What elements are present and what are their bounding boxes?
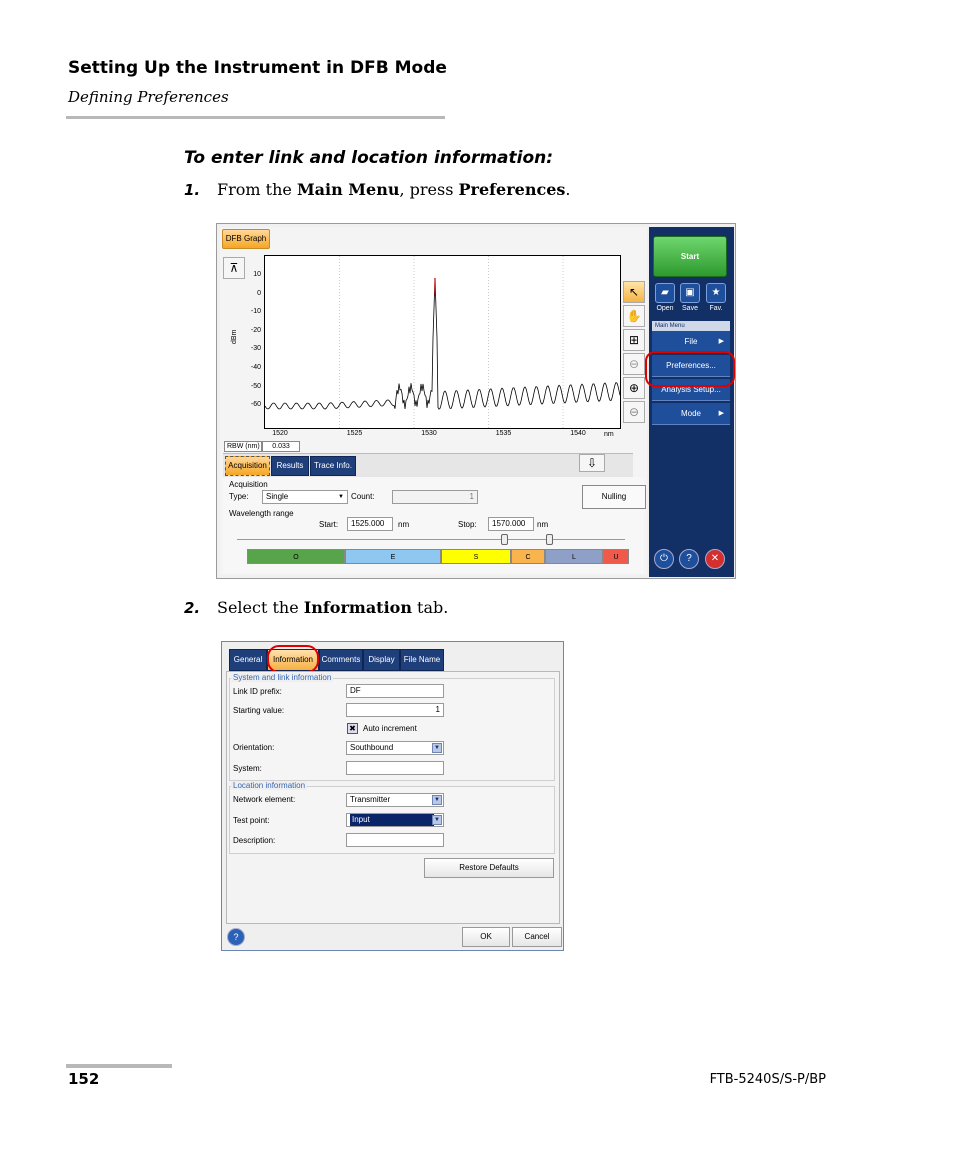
menu-item-mode[interactable] (652, 403, 730, 425)
step-1 (184, 180, 570, 199)
location-group-title: Location information (233, 781, 306, 790)
y-axis-label: dBm (231, 329, 238, 344)
info-power-icon[interactable]: ⏻ (654, 549, 674, 569)
submenu-arrow-icon: ▶ (718, 410, 724, 417)
y-tick-label: -20 (250, 326, 261, 334)
pointer-tool-icon[interactable]: ↖ (623, 281, 645, 303)
link-id-input[interactable]: DF (346, 684, 444, 698)
orientation-select[interactable] (346, 741, 444, 755)
section-title: Setting Up the Instrument in DFB Mode (68, 58, 447, 78)
band-e: E (345, 549, 441, 564)
y-tick-label: -10 (250, 308, 261, 316)
tab-dfb-graph[interactable]: DFB Graph (222, 229, 270, 249)
step-text: , press (399, 180, 459, 199)
type-select[interactable] (262, 490, 348, 504)
acquisition-group-label: Acquisition (229, 480, 268, 489)
starting-value-label: Starting value: (233, 706, 285, 715)
network-element-label: Network element: (233, 795, 296, 804)
spectrum-trace (265, 256, 620, 428)
dropdown-arrow-icon: ▼ (338, 494, 344, 500)
tab-trace-info[interactable]: Trace Info. (310, 456, 356, 476)
step-text: From the (217, 180, 297, 199)
dropdown-arrow-icon: ▼ (432, 795, 442, 805)
range-slider-start-handle[interactable] (501, 534, 508, 545)
y-tick-label: -30 (250, 345, 261, 353)
open-label: Open (656, 305, 674, 312)
menu-item-label: File (684, 337, 698, 346)
menu-item-label: Mode (680, 409, 701, 418)
close-icon[interactable]: ✕ (705, 549, 725, 569)
step-text: tab. (411, 598, 449, 617)
y-tick-label: 10 (253, 271, 261, 278)
stop-label: Stop: (458, 520, 477, 529)
start-unit: nm (398, 520, 410, 529)
network-element-select[interactable] (346, 793, 444, 807)
submenu-arrow-icon: ▶ (718, 338, 724, 345)
count-label: Count: (351, 492, 375, 501)
band-o: O (247, 549, 345, 564)
dropdown-arrow-icon: ▼ (432, 815, 442, 825)
auto-increment-label: Auto increment (363, 724, 417, 733)
step-text: Select the (217, 598, 304, 617)
rbw-value: 0.033 (262, 441, 300, 452)
network-element-value: Transmitter (350, 795, 391, 804)
step-emphasis: Preferences (458, 180, 566, 199)
type-label: Type: (229, 492, 249, 501)
x-tick-label: 1525 (346, 430, 363, 437)
tab-acquisition[interactable]: Acquisition (225, 456, 270, 476)
pan-hand-icon[interactable]: ✋ (623, 305, 645, 327)
test-point-value: Input (350, 814, 434, 826)
page-number: 152 (68, 1070, 100, 1088)
section-subtitle: Defining Preferences (68, 88, 229, 106)
information-tab-highlight-ring (267, 645, 319, 673)
step-emphasis: Main Menu (296, 180, 400, 199)
save-label: Save (682, 305, 698, 312)
orientation-value: Southbound (350, 743, 394, 752)
band-c: C (511, 549, 545, 564)
zoom-area-icon[interactable]: ⊞ (623, 329, 645, 351)
band-s: S (441, 549, 511, 564)
zoom-out-icon[interactable]: ⊖ (623, 401, 645, 423)
start-label: Start: (319, 520, 339, 529)
range-slider-stop-handle[interactable] (546, 534, 553, 545)
auto-increment-checkbox[interactable]: ✖ (347, 723, 358, 734)
y-tick-label: 0 (257, 289, 261, 297)
x-tick-label: 1520 (272, 430, 288, 437)
cancel-button[interactable]: Cancel (512, 927, 562, 947)
x-tick-label: 1535 (495, 430, 512, 437)
system-label: System: (233, 764, 262, 773)
collapse-arrow-icon[interactable]: ⇩ (579, 454, 605, 472)
preferences-dialog-screenshot (221, 641, 564, 951)
trace-line (265, 278, 620, 409)
spectrum-plot[interactable] (264, 255, 621, 429)
header-divider (66, 116, 445, 119)
right-panel (649, 227, 734, 577)
stop-wavelength-field[interactable]: 1570.000 (488, 517, 534, 531)
step-number: 2. (184, 599, 201, 617)
fav-label: Fav. (709, 305, 723, 312)
start-wavelength-field[interactable]: 1525.000 (347, 517, 393, 531)
step-number: 1. (184, 181, 201, 199)
zoom-in-icon[interactable]: ⊕ (623, 377, 645, 399)
help-icon[interactable]: ? (227, 928, 245, 946)
description-label: Description: (233, 836, 276, 845)
range-slider-track[interactable] (237, 539, 625, 540)
footer-divider (66, 1064, 172, 1068)
rbw-label: RBW (nm) (224, 441, 262, 452)
main-menu-header: Main Menu (652, 321, 730, 331)
stop-unit: nm (537, 520, 549, 529)
system-link-group-title: System and link information (233, 673, 332, 682)
menu-item-analysis-setup[interactable]: Analysis Setup... (652, 379, 730, 401)
step-emphasis: Information (303, 598, 412, 617)
type-value: Single (266, 492, 289, 501)
nulling-button[interactable]: Nulling (582, 485, 646, 509)
menu-item-preferences[interactable]: Preferences... (652, 355, 730, 377)
description-input[interactable] (346, 833, 444, 847)
start-button[interactable]: Start (653, 236, 727, 277)
x-axis-unit: nm (604, 431, 614, 438)
zoom-out-disabled-icon: ⊖ (623, 353, 645, 375)
marker-tool-icon[interactable]: ⊼ (223, 257, 245, 279)
test-point-select[interactable] (346, 813, 444, 827)
x-tick-label: 1540 (570, 430, 586, 437)
procedure-title: To enter link and location information: (184, 148, 554, 168)
step-2 (184, 598, 448, 617)
dropdown-arrow-icon: ▼ (432, 743, 442, 753)
band-l: L (545, 549, 603, 564)
x-tick-label: 1530 (421, 430, 437, 437)
restore-defaults-button[interactable]: Restore Defaults (424, 858, 554, 878)
product-model: FTB-5240S/S-P/BP (709, 1072, 826, 1087)
system-input[interactable] (346, 761, 444, 775)
y-tick-label: -40 (250, 364, 261, 371)
tab-file-name[interactable]: File Name (400, 649, 444, 671)
starting-value-input[interactable]: 1 (346, 703, 444, 717)
count-field: 1 (392, 490, 478, 504)
help-icon[interactable]: ? (679, 549, 699, 569)
step-text: . (565, 180, 571, 199)
ok-button[interactable]: OK (462, 927, 510, 947)
save-disk-icon[interactable]: ▣ (680, 283, 700, 303)
open-folder-icon[interactable]: ▰ (655, 283, 675, 303)
preferences-highlight-ring (645, 351, 735, 387)
tab-comments[interactable]: Comments (319, 649, 363, 671)
tab-general[interactable]: General (229, 649, 267, 671)
tab-information[interactable]: Information (267, 649, 319, 671)
link-id-label: Link ID prefix: (233, 687, 282, 696)
wavelength-range-label: Wavelength range (229, 509, 294, 518)
orientation-label: Orientation: (233, 743, 275, 752)
y-tick-label: -60 (250, 401, 261, 409)
favorite-star-icon[interactable]: ★ (706, 283, 726, 303)
tab-results[interactable]: Results (271, 456, 309, 476)
dfb-graph-screenshot (216, 223, 736, 579)
tab-display[interactable]: Display (363, 649, 400, 671)
menu-item-file[interactable] (652, 331, 730, 353)
band-u: U (603, 549, 629, 564)
y-tick-label: -50 (250, 382, 261, 390)
test-point-label: Test point: (233, 816, 270, 825)
